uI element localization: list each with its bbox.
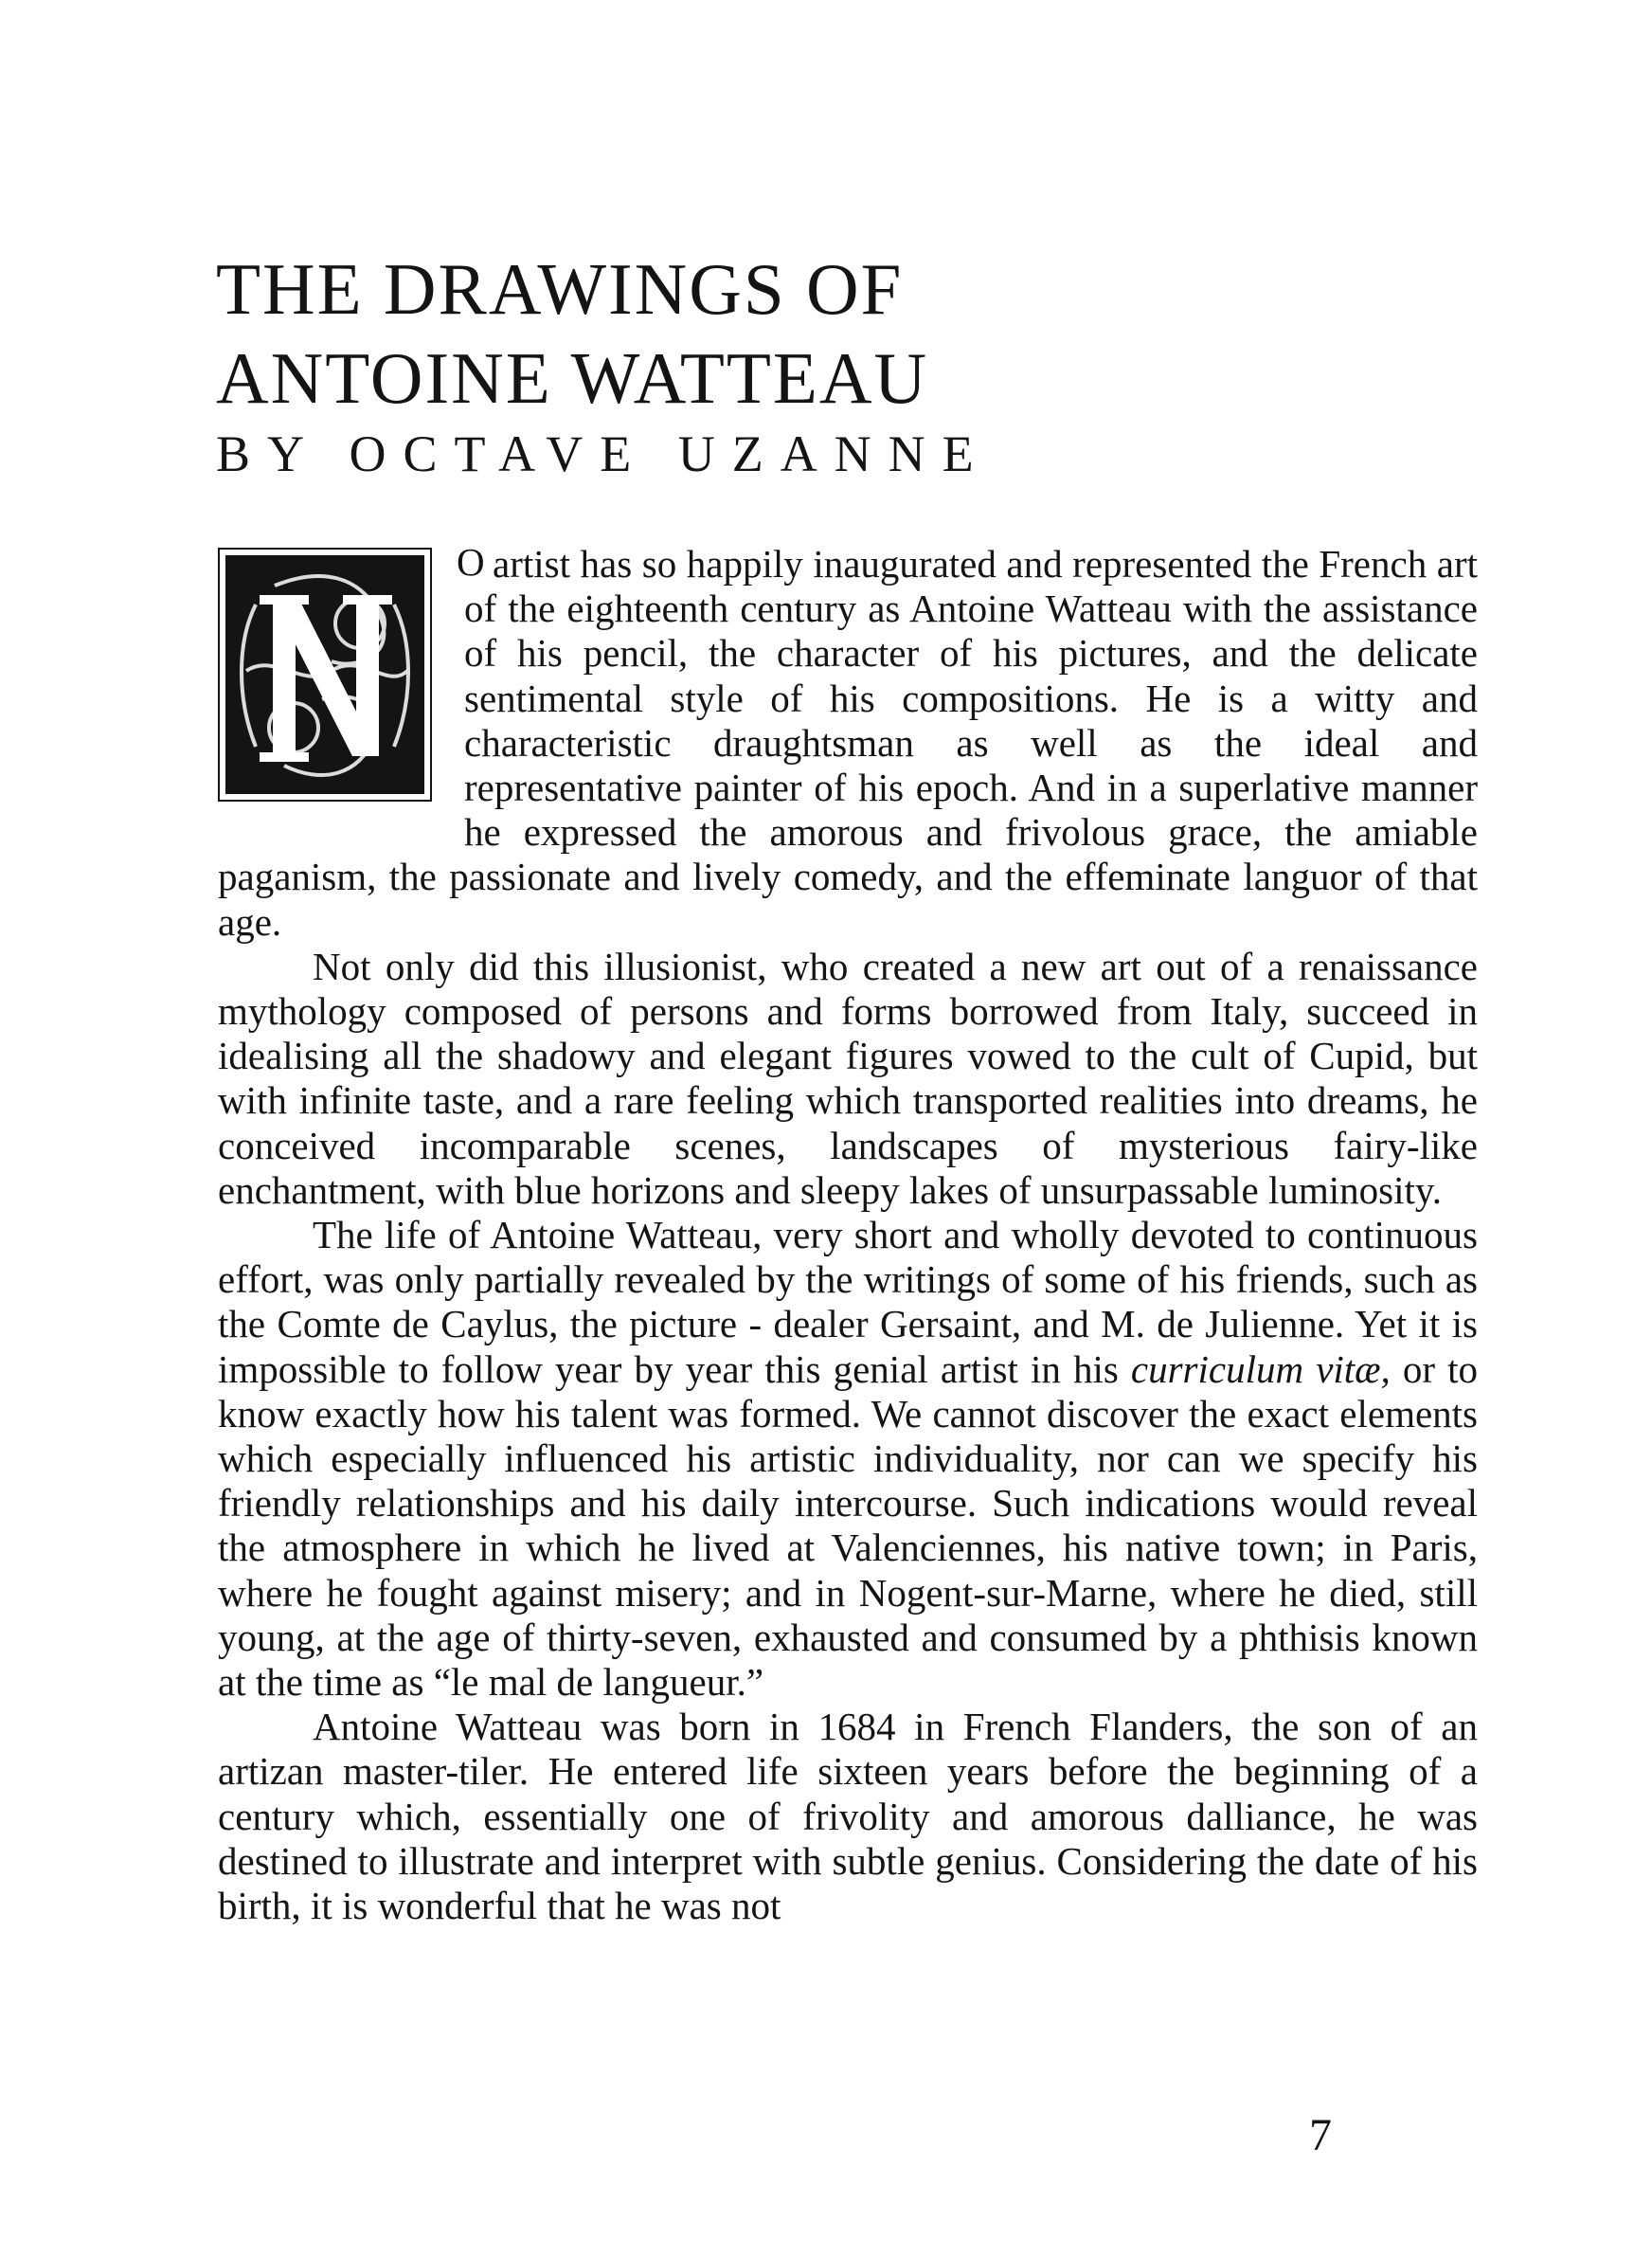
decorative-initial	[218, 540, 485, 802]
page-number: 7	[1309, 2110, 1332, 2160]
paragraph-1-text: artist has so happily inaugurated and represented the French art of the eighteenth century as Antoine Watteau with the assistance of his pencil, the character of his pictures, and the delicate sentimental style of his compositions. He is a witty and characteristic draughtsman as well as the ideal and representative painter of his epoch. And in a superlative manner he expressed the amorous and frivolous grace, the amiable paganism, the passionate and lively comedy, and the effeminate languor of that age.	[218, 542, 1478, 944]
paragraph-3-italic: curriculum vitæ,	[1130, 1346, 1391, 1391]
article-body	[218, 542, 1478, 1928]
paragraph-2: Not only did this illusionist, who created a new art out of a renaissance mythology composed of persons and forms borrowed from Italy, succeed in idealising all the shadowy and elegant figures vowed to the cult of Cupid, but with infinite taste, and a rare feeling which transported realities into dreams, he conceived incomparable scenes, landscapes of mysterious fairy-like enchantment, with blue horizons and sleepy lakes of unsurpassable luminosity.	[218, 944, 1478, 1212]
title-line-2: ANTOINE WATTEAU	[216, 337, 929, 419]
ornamental-initial-n-icon	[218, 548, 432, 802]
paragraph-4: Antoine Watteau was born in 1684 in French Flanders, the son of an artizan master-tiler. He entered life sixteen years before the beginning of a century which, essentially one of frivolity and amorous dalliance, he was destined to illustrate and interpret with subtle genius. Considering the date of his birth, it is wonderful that he was not	[218, 1705, 1478, 1928]
article-title	[216, 244, 928, 423]
paragraph-3	[218, 1213, 1478, 1705]
dropcap-continuation: O	[457, 540, 485, 584]
title-line-1: THE DRAWINGS OF	[216, 248, 904, 330]
paragraph-3-text-b: or to know exactly how his talent was formed. We cannot discover the exact elements which especially influenced his artistic individuality, nor can we specify his friendly relationships and his daily intercourse. Such indications would reveal the atmosphere in which he lived at Valenciennes, his native town; in Paris, where he fought against misery; and in Nogent-sur-Marne, where he died, still young, at the age of thirty-seven, exhausted and consumed by a phthisis known at the time as “le mal de langueur.”	[218, 1346, 1479, 1705]
paragraph-3-text-a: The life of Antoine Watteau, very short and wholly devoted to continuous effort, was only partially revealed by the writings of some of his friends, such as the Comte de Caylus, the picture - dealer Gersaint, and M. de Julienne. Yet it is impossible to follow year by year this genial artist in his	[218, 1213, 1478, 1391]
byline: BY OCTAVE UZANNE	[216, 425, 991, 482]
